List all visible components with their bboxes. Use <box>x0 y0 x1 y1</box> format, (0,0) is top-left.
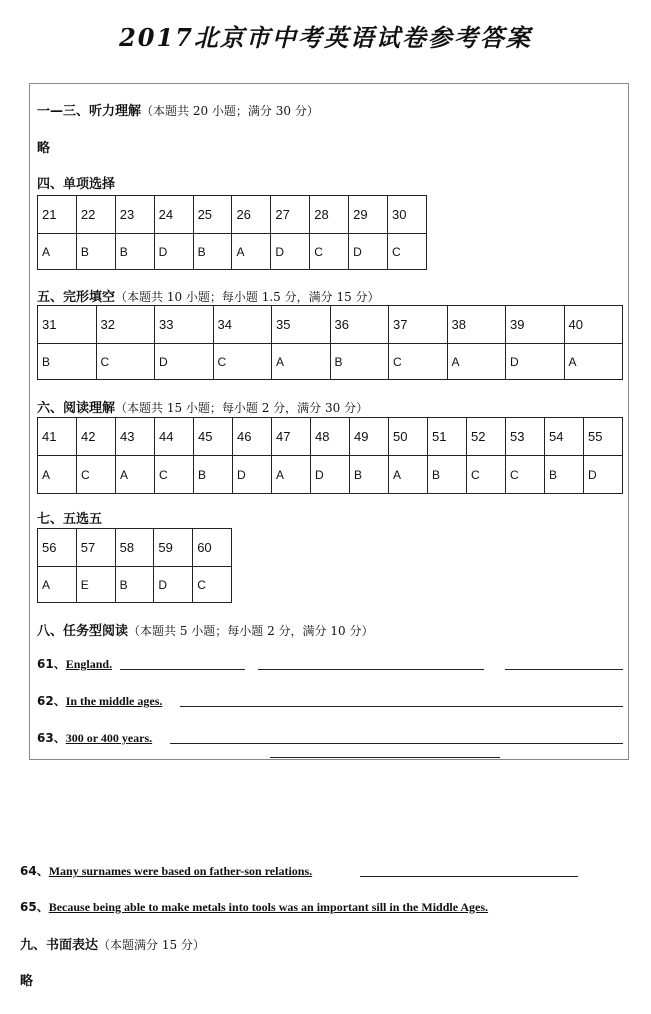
answer-cell: D <box>506 344 565 380</box>
question-number-cell: 25 <box>193 196 232 234</box>
answer-cell: C <box>77 456 116 494</box>
question-number-cell: 24 <box>154 196 193 234</box>
task-answer-62 <box>37 692 162 709</box>
question-number-cell: 27 <box>271 196 310 234</box>
answer-underline <box>170 743 623 744</box>
answer-text: Because being able to make metals into tools was an important sill in the Middle Ages. <box>48 900 489 914</box>
answer-cell: B <box>115 234 154 270</box>
answer-cell: B <box>194 456 233 494</box>
answer-cell: C <box>310 234 349 270</box>
answer-cell: A <box>564 344 623 380</box>
answer-cell: E <box>76 567 115 603</box>
answer-cell: D <box>271 234 310 270</box>
answer-cell: B <box>76 234 115 270</box>
answer-cell: D <box>311 456 350 494</box>
answer-cell: A <box>38 234 77 270</box>
section-writing <box>20 934 205 953</box>
question-number-cell: 51 <box>428 418 467 456</box>
question-number-cell: 32 <box>96 306 155 344</box>
question-number-cell: 22 <box>76 196 115 234</box>
question-number-cell: 56 <box>38 529 77 567</box>
single-choice-table <box>37 195 427 270</box>
task-answer-61 <box>37 655 112 672</box>
question-number-cell: 28 <box>310 196 349 234</box>
answer-cell: C <box>155 456 194 494</box>
question-number-cell: 35 <box>272 306 331 344</box>
answer-cell: B <box>545 456 584 494</box>
question-number: 65、 <box>20 900 49 914</box>
question-number-cell: 37 <box>389 306 448 344</box>
section-cloze <box>37 286 380 305</box>
section-label: 五、完形填空 <box>37 290 116 305</box>
listening-answer: 略 <box>37 141 51 156</box>
question-number-cell: 31 <box>38 306 97 344</box>
section-label: 四、单项选择 <box>37 177 116 192</box>
answer-cell: B <box>38 344 97 380</box>
question-number-cell: 26 <box>232 196 271 234</box>
answer-cell: A <box>447 344 506 380</box>
question-number-cell: 46 <box>233 418 272 456</box>
answer-cell: B <box>115 567 154 603</box>
answer-cell: A <box>272 344 331 380</box>
answer-underline <box>258 669 484 670</box>
question-number-cell: 59 <box>154 529 193 567</box>
answer-text: Many surnames were based on father-son relations. <box>48 864 313 878</box>
answer-cell: B <box>330 344 389 380</box>
answer-cell: A <box>38 567 77 603</box>
section-note: （本题共 10 小题；每小题 1.5 分，满分 15 分） <box>115 290 380 304</box>
question-number-cell: 42 <box>77 418 116 456</box>
question-number-cell: 36 <box>330 306 389 344</box>
section-note: （本题共 5 小题；每小题 2 分，满分 10 分） <box>128 624 374 638</box>
question-number-cell: 58 <box>115 529 154 567</box>
answer-underline <box>270 757 500 758</box>
question-number: 64、 <box>20 864 49 878</box>
answer-cell: D <box>584 456 623 494</box>
question-number-cell: 55 <box>584 418 623 456</box>
section-five-choose-five <box>37 508 102 527</box>
question-number: 63、 <box>37 731 66 745</box>
section-label: 一—三、听力理解 <box>37 104 142 119</box>
task-answer-63 <box>37 729 152 746</box>
answer-underline <box>120 669 245 670</box>
question-number: 61、 <box>37 657 66 671</box>
question-number-cell: 57 <box>76 529 115 567</box>
answer-cell: C <box>96 344 155 380</box>
section-task-reading <box>37 620 373 639</box>
answer-cell: C <box>506 456 545 494</box>
page-title: 2017北京市中考英语试卷参考答案 <box>119 23 532 52</box>
question-number-cell: 53 <box>506 418 545 456</box>
question-number-cell: 48 <box>311 418 350 456</box>
answer-text: 300 or 400 years. <box>65 731 153 745</box>
section-label: 八、任务型阅读 <box>37 624 129 639</box>
answer-cell: C <box>193 567 232 603</box>
answer-underline <box>180 706 623 707</box>
question-number-cell: 50 <box>389 418 428 456</box>
question-number-cell: 40 <box>564 306 623 344</box>
answer-cell: D <box>155 344 214 380</box>
question-number: 62、 <box>37 694 66 708</box>
question-number-cell: 45 <box>194 418 233 456</box>
question-number-cell: 33 <box>155 306 214 344</box>
section-single-choice <box>37 173 115 192</box>
answer-cell: A <box>116 456 155 494</box>
section-reading <box>37 397 368 416</box>
section-label: 九、书面表达 <box>20 938 99 953</box>
question-number-cell: 43 <box>116 418 155 456</box>
answer-cell: D <box>233 456 272 494</box>
answer-cell: A <box>38 456 77 494</box>
writing-answer: 略 <box>20 974 34 989</box>
section-listening <box>37 100 319 119</box>
answer-cell: D <box>349 234 388 270</box>
answer-cell: C <box>467 456 506 494</box>
answer-cell: A <box>389 456 428 494</box>
question-number-cell: 21 <box>38 196 77 234</box>
question-number-cell: 49 <box>350 418 389 456</box>
answer-cell: C <box>213 344 272 380</box>
answer-cell: B <box>193 234 232 270</box>
question-number-cell: 34 <box>213 306 272 344</box>
five-choose-five-table <box>37 528 232 603</box>
answer-cell: D <box>154 567 193 603</box>
answer-text: England. <box>65 657 113 671</box>
answer-cell: B <box>428 456 467 494</box>
question-number-cell: 54 <box>545 418 584 456</box>
question-number-cell: 52 <box>467 418 506 456</box>
question-number-cell: 39 <box>506 306 565 344</box>
answer-cell: B <box>350 456 389 494</box>
question-number-cell: 23 <box>115 196 154 234</box>
answer-cell: D <box>154 234 193 270</box>
answer-text: In the middle ages. <box>65 694 163 708</box>
section-note: （本题共 20 小题；满分 30 分） <box>141 104 319 118</box>
question-number-cell: 44 <box>155 418 194 456</box>
answer-cell: C <box>388 234 427 270</box>
section-note: （本题共 15 小题；每小题 2 分，满分 30 分） <box>115 401 369 415</box>
task-answer-65 <box>20 898 488 915</box>
question-number-cell: 29 <box>349 196 388 234</box>
question-number-cell: 41 <box>38 418 77 456</box>
cloze-table <box>37 305 623 380</box>
answer-cell: A <box>272 456 311 494</box>
section-note: （本题满分 15 分） <box>98 938 205 952</box>
question-number-cell: 38 <box>447 306 506 344</box>
answer-cell: C <box>389 344 448 380</box>
answer-underline <box>360 876 578 877</box>
question-number-cell: 30 <box>388 196 427 234</box>
question-number-cell: 47 <box>272 418 311 456</box>
reading-table <box>37 417 623 494</box>
section-label: 七、五选五 <box>37 512 103 527</box>
answer-cell: A <box>232 234 271 270</box>
answer-underline <box>505 669 623 670</box>
question-number-cell: 60 <box>193 529 232 567</box>
task-answer-64 <box>20 862 312 879</box>
section-label: 六、阅读理解 <box>37 401 116 416</box>
